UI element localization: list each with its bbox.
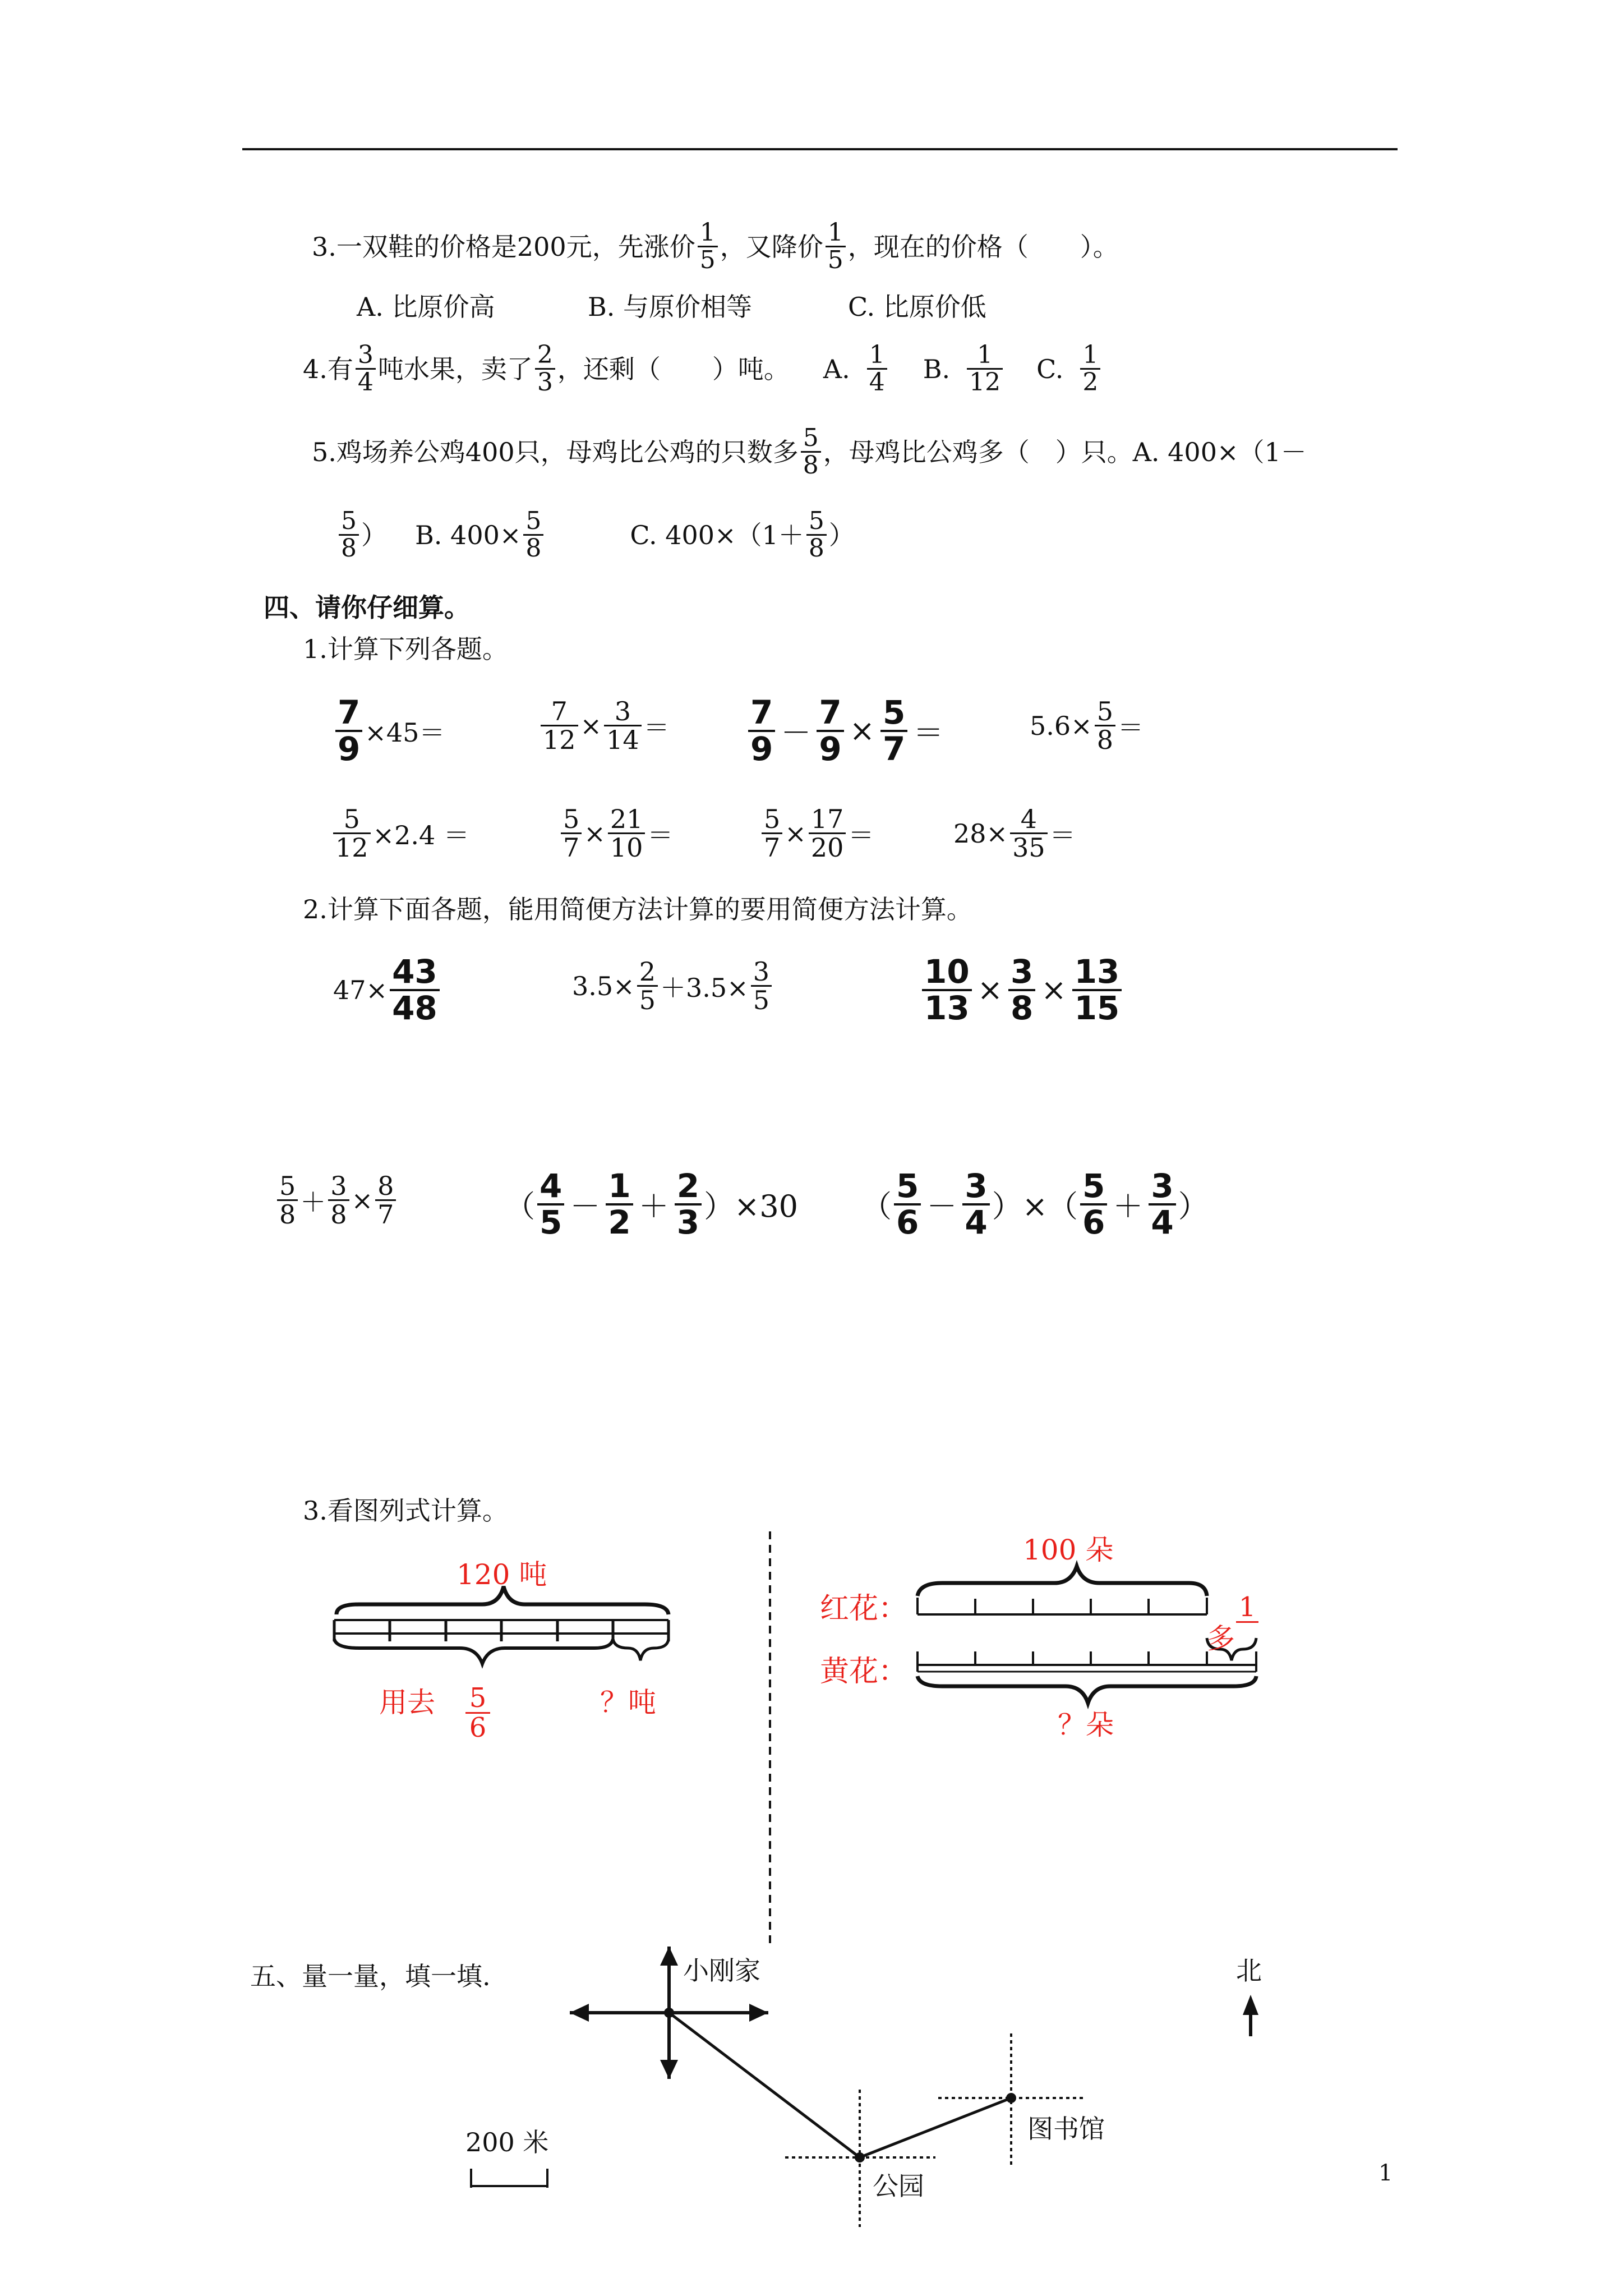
left-bottom-brace (334, 1639, 613, 1664)
section4-sub1: 1.计算下列各题。 (303, 634, 508, 664)
right-total-label: 100 朵 (1023, 1534, 1114, 1566)
calc2-expr-2: 3.5× $\frac{2}{5}$ ＋3.5× $\frac{3}{5}$ (572, 958, 774, 1014)
section4-sub3: 3.看图列式计算。 (303, 1496, 508, 1526)
q4-frac-a: $\frac{1}{4}$ (867, 342, 887, 395)
south-arrow-icon (660, 2060, 678, 2079)
q3-line: 3.一双鞋的价格是200元，先涨价 $\frac{1}{5}$ ，又降价 $\frac{1}{5}$ ，现在的价格（ ）。 (312, 218, 1119, 275)
section5-title: 五、量一量，填一填. (250, 1961, 491, 1991)
q3-option-a: A. 比原价高 (357, 292, 495, 322)
left-remain-brace (613, 1639, 668, 1660)
calc2-expr-5: （ $\frac{4}{5}$ － $\frac{1}{2}$ ＋ $\frac{2}{3}$ ）×30 (505, 1167, 799, 1241)
calc1-expr-7: $\frac{5}{7}$ × $\frac{17}{20}$ ＝ (759, 806, 874, 862)
more-frac: 1 (1236, 1593, 1258, 1634)
q3-frac-2: $\frac{1}{5}$ (826, 220, 846, 273)
library-label: 图书馆 (1027, 2114, 1105, 2144)
section4-sub2: 2.计算下面各题，能用简便方法计算的要用简便方法计算。 (303, 894, 972, 924)
yellow-flower-label: 黄花： (820, 1655, 908, 1688)
q5-line-1: 5.鸡场养公鸡400只，母鸡比公鸡的只数多 $\frac{5}{8}$ ，母鸡比公鸡多（ ）只。A. 400×（1－ (312, 424, 1307, 480)
left-question-label: ？吨 (600, 1686, 656, 1719)
q3-frac-1: $\frac{1}{5}$ (698, 220, 718, 273)
park-label: 公园 (873, 2171, 924, 2201)
red-flower-label: 红花： (820, 1592, 908, 1626)
calc1-expr-8: 28× $\frac{4}{35}$ ＝ (953, 804, 1076, 863)
red-bar-ticks (917, 1598, 1207, 1614)
calc1-expr-4: 5.6× $\frac{5}{8}$ ＝ (1030, 696, 1144, 756)
section4-title: 四、请你仔细算。 (264, 592, 470, 623)
q5-line-2: $\frac{5}{8}$ ） B. 400× $\frac{5}{8}$ C. 400×（1＋ $\frac{5}{8}$ ） (336, 508, 855, 562)
yellow-bar-ticks (917, 1651, 1256, 1672)
home-park-path (669, 2013, 860, 2157)
calc2-expr-1: 47× $\frac{43}{48}$ (333, 955, 442, 1025)
calc2-expr-4: $\frac{5}{8}$ ＋ $\frac{3}{8}$ × $\frac{8}{7}$ (275, 1172, 398, 1228)
right-question-label: ？朵 (1058, 1709, 1114, 1741)
library-point (1006, 2093, 1016, 2103)
q4-frac-c: $\frac{1}{2}$ (1080, 342, 1100, 395)
right-top-brace (917, 1566, 1207, 1596)
calc2-expr-6: （ $\frac{5}{6}$ － $\frac{3}{4}$ ）×（ $\frac{5}{6}$ ＋ $\frac{3}{4}$ ） (861, 1167, 1209, 1241)
q5-frac-c: $\frac{5}{8}$ (806, 508, 827, 562)
scale-label: 200 米 (465, 2127, 549, 2157)
more-label: 多 (1207, 1622, 1235, 1655)
right-bottom-brace (917, 1676, 1256, 1703)
home-label: 小刚家 (683, 1955, 760, 1986)
q3-option-c: C. 比原价低 (848, 292, 986, 322)
q5-frac-b: $\frac{5}{8}$ (523, 508, 543, 562)
q4-frac-2: $\frac{2}{3}$ (535, 342, 555, 395)
q4-frac-1: $\frac{3}{4}$ (356, 342, 376, 395)
calc1-expr-6: $\frac{5}{7}$ × $\frac{21}{10}$ ＝ (559, 806, 673, 862)
west-arrow-icon (570, 2004, 589, 2022)
calc1-expr-2: $\frac{7}{12}$ × $\frac{3}{14}$ ＝ (538, 698, 670, 754)
left-total-label: 120 吨 (457, 1558, 547, 1591)
calc2-expr-3: $\frac{10}{13}$ × $\frac{3}{8}$ × $\frac{13}{15}$ (920, 955, 1124, 1025)
north-arrow-icon (1243, 1995, 1258, 2015)
calc1-expr-3: $\frac{7}{9}$ － $\frac{7}{9}$ × $\frac{5}{7}$ ＝ (746, 696, 947, 766)
calc1-expr-1: $\frac{7}{9}$ ×45＝ (333, 696, 445, 766)
park-point (855, 2152, 865, 2162)
left-used-frac: 5 6 (465, 1684, 490, 1741)
scale-bar (471, 2169, 547, 2188)
east-arrow-icon (749, 2004, 768, 2022)
q5-frac-1: $\frac{5}{8}$ (801, 425, 821, 478)
calc1-expr-5: $\frac{5}{12}$ ×2.4 ＝ (331, 806, 469, 862)
left-bar-ticks (334, 1620, 668, 1641)
page-number: 1 (1378, 2160, 1393, 2186)
right-tape-diagram (917, 1566, 1256, 1703)
left-used-label: 用去 (379, 1686, 435, 1719)
q5-frac-2: $\frac{5}{8}$ (339, 508, 359, 562)
q4-line: 4.有 $\frac{3}{4}$ 吨水果，卖了 $\frac{2}{3}$ ，还剩（ ）吨。 A. $\frac{1}{4}$ B. $\frac{1}{12}$ C. $\frac{1}{2}$ (303, 342, 1103, 395)
north-arrow-small-icon (660, 1947, 678, 1966)
park-library-path (860, 2098, 1011, 2157)
map (471, 1947, 1258, 2227)
north-label: 北 (1236, 1955, 1262, 1986)
q4-frac-b: $\frac{1}{12}$ (967, 342, 1003, 395)
left-tape-diagram (334, 1586, 668, 1664)
q3-option-b: B. 与原价相等 (588, 292, 753, 322)
